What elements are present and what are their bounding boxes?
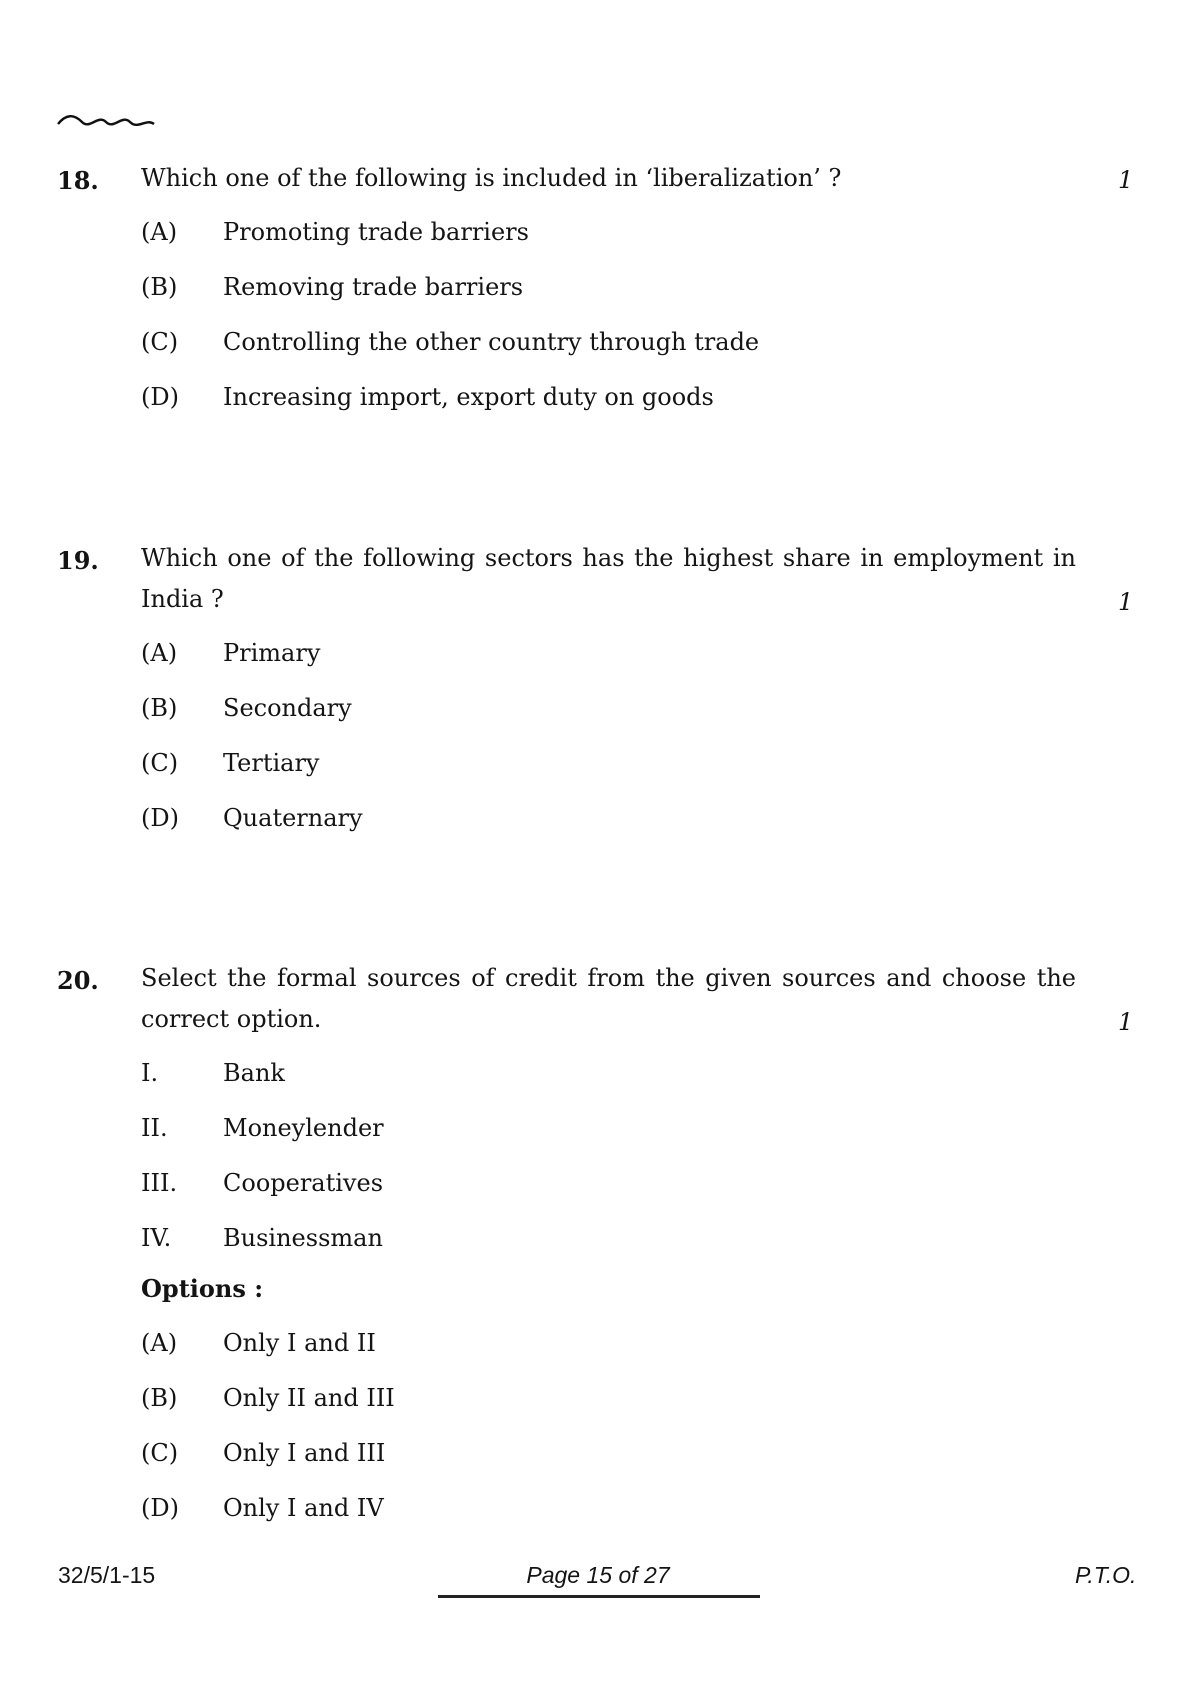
question-number: 20.: [57, 966, 99, 995]
option-text: Only I and III: [223, 1439, 386, 1467]
option-text: Promoting trade barriers: [223, 218, 529, 246]
option-text: Increasing import, export duty on goods: [223, 383, 714, 411]
item-text: Cooperatives: [223, 1169, 384, 1197]
option-label: (B): [141, 694, 178, 722]
footer-divider: [438, 1595, 760, 1598]
question-text: Which one of the following sectors has the highest share in employment in India ?: [141, 544, 1076, 613]
option-text: Only I and II: [223, 1329, 376, 1357]
pto-label: P.T.O.: [1075, 1562, 1137, 1588]
item-label: IV.: [141, 1224, 172, 1252]
page-number: Page 15 of 27: [526, 1562, 670, 1588]
option-label: (B): [141, 273, 178, 301]
question-text: Select the formal sources of credit from the given sources and choose the correct option.: [141, 964, 1076, 1033]
item-text: Bank: [223, 1059, 285, 1087]
option-text: Quaternary: [223, 804, 363, 832]
item-label: III.: [141, 1169, 178, 1197]
option-text: Primary: [223, 639, 321, 667]
option-label: (D): [141, 1494, 179, 1522]
option-text: Tertiary: [223, 749, 320, 777]
option-text: Removing trade barriers: [223, 273, 524, 301]
option-label: (B): [141, 1384, 178, 1412]
option-label: (A): [141, 639, 178, 667]
question-marks: 1: [1118, 588, 1134, 616]
wave-decoration-icon: [56, 112, 156, 130]
item-text: Moneylender: [223, 1114, 384, 1142]
question-marks: 1: [1118, 166, 1134, 194]
question-marks: 1: [1118, 1008, 1134, 1036]
item-label: I.: [141, 1059, 159, 1087]
option-label: (A): [141, 218, 178, 246]
option-label: (D): [141, 383, 179, 411]
option-label: (C): [141, 1439, 179, 1467]
question-number: 19.: [57, 546, 99, 575]
option-text: Only II and III: [223, 1384, 395, 1412]
option-label: (C): [141, 749, 179, 777]
question-number: 18.: [57, 166, 99, 195]
options-heading: Options :: [141, 1274, 264, 1303]
option-text: Controlling the other country through trade: [223, 328, 760, 356]
paper-code: 32/5/1-15: [58, 1562, 156, 1588]
option-label: (A): [141, 1329, 178, 1357]
question-text: Which one of the following is included in ‘liberalization’ ?: [141, 164, 842, 192]
option-label: (C): [141, 328, 179, 356]
item-label: II.: [141, 1114, 168, 1142]
item-text: Businessman: [223, 1224, 383, 1252]
option-text: Secondary: [223, 694, 352, 722]
option-text: Only I and IV: [223, 1494, 384, 1522]
option-label: (D): [141, 804, 179, 832]
